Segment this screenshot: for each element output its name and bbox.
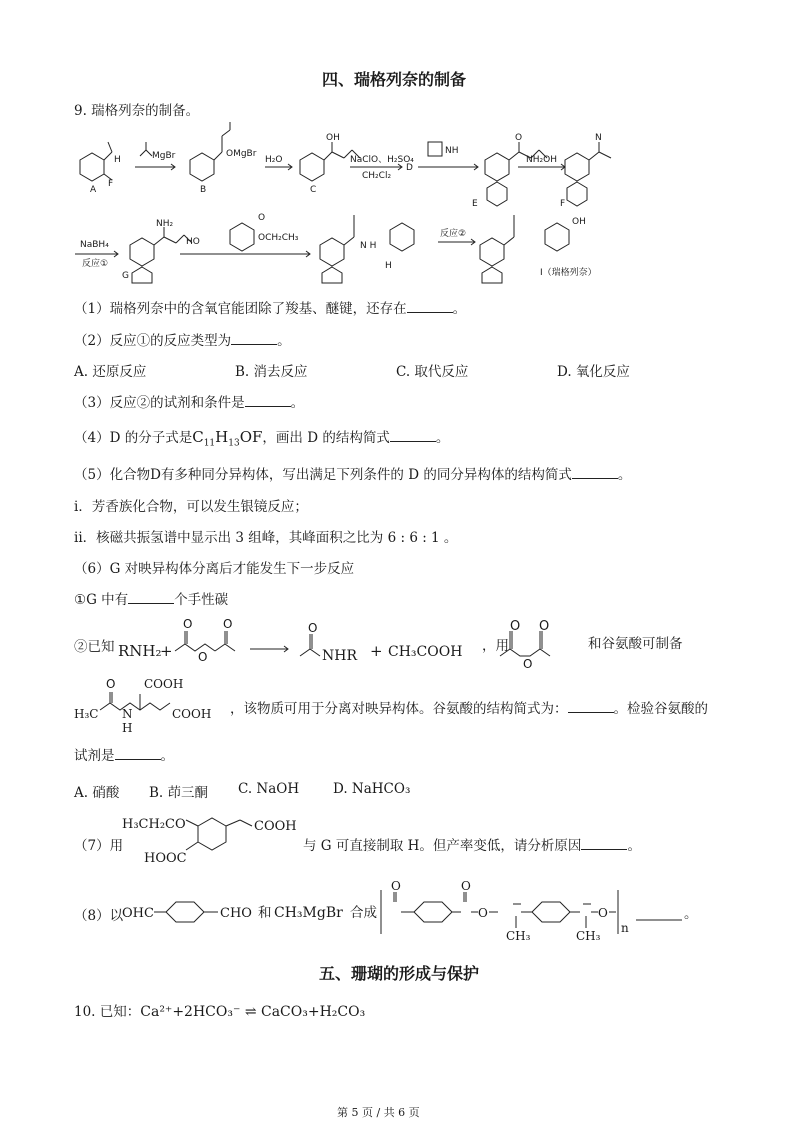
atom-o: O bbox=[198, 650, 208, 664]
sub-question-8-pre: （8）以 bbox=[74, 908, 124, 924]
atom-o: O bbox=[308, 621, 318, 635]
reagent-3a: NaClO、H₂SO₄ bbox=[350, 155, 414, 165]
atom-h: H bbox=[122, 721, 133, 735]
ohc-group: OHC bbox=[122, 906, 154, 921]
atom-n: N bbox=[122, 707, 133, 721]
sub-question-7: 与 G 可直接制取 H。但产率变低，请分析原因 。 bbox=[303, 834, 641, 854]
sub-question-6: （6）G 对映异构体分离后才能发生下一步反应 bbox=[74, 561, 355, 577]
atom-o-e: O bbox=[515, 133, 523, 143]
plus-sign: + bbox=[160, 642, 173, 660]
plus-sign: + bbox=[370, 642, 383, 660]
synth-text: 合成 bbox=[350, 905, 377, 921]
use-label: ，用 bbox=[482, 638, 509, 654]
question-stem: 9. 瑞格列奈的制备。 bbox=[74, 103, 200, 119]
label-a: A bbox=[90, 185, 97, 195]
known-label: ②已知 bbox=[74, 639, 115, 655]
option-b[interactable]: B. 茚三酮 bbox=[149, 785, 209, 801]
cooh-group: COOH bbox=[254, 819, 297, 834]
and-text: 和 bbox=[258, 905, 272, 921]
cooh-end: COOH bbox=[172, 707, 212, 721]
condition-ii: ii．核磁共振氢谱中显示出 3 组峰，其峰面积之比为 6 : 6 : 1 。 bbox=[74, 530, 458, 546]
option-d[interactable]: D. NaHCO₃ bbox=[333, 781, 411, 797]
section-heading: 四、瑞格列奈的制备 bbox=[322, 70, 467, 89]
atom-ooet: OCH₂CH₃ bbox=[258, 233, 299, 243]
atom-o: O bbox=[539, 619, 550, 634]
glutamic-question: ，该物质可用于分离对映异构体。谷氨酸的结构简式为： 。检验谷氨酸的 bbox=[230, 697, 708, 717]
label-b: B bbox=[200, 185, 207, 195]
atom-coh: OH bbox=[572, 217, 586, 227]
anhydride-equation bbox=[170, 616, 730, 676]
acetic-acid-formula: CH₃COOH bbox=[388, 644, 463, 660]
condition-i: i．芳香族化合物，可以发生银镜反应； bbox=[74, 499, 308, 515]
atom-o: O bbox=[478, 906, 488, 920]
degree-n: n bbox=[621, 921, 629, 935]
answer-blank[interactable] bbox=[231, 330, 277, 345]
atom-f: F bbox=[108, 179, 114, 189]
end-mark: 。 bbox=[684, 906, 698, 922]
option-d[interactable]: D. 氧化反应 bbox=[557, 364, 630, 380]
h3c-group: H₃C bbox=[74, 707, 99, 721]
sub-question-6-1: ①G 中有 个手性碳 bbox=[74, 588, 228, 608]
atom-o: O bbox=[598, 906, 608, 920]
reagent-3b: CH₂Cl₂ bbox=[362, 171, 392, 181]
answer-blank[interactable] bbox=[128, 589, 174, 604]
option-a[interactable]: A. 还原反应 bbox=[74, 364, 147, 380]
sub-question-7-pre: （7）用 bbox=[74, 838, 124, 854]
atom-o-h: O bbox=[258, 213, 266, 223]
acetyl-glutamic-structure bbox=[72, 674, 232, 736]
reagent-7: 反应② bbox=[440, 229, 467, 239]
cho-group: CHO bbox=[220, 906, 252, 921]
question-10: 10. 已知：Ca²⁺+2HCO₃⁻ ⇌ CaCO₃+H₂CO₃ bbox=[74, 1004, 366, 1020]
nhr-formula: NHR bbox=[322, 648, 357, 664]
answer-blank[interactable] bbox=[115, 745, 161, 760]
sub-question-2: （2）反应①的反应类型为 。 bbox=[74, 329, 291, 349]
atom-o: O bbox=[391, 879, 401, 893]
answer-blank[interactable] bbox=[390, 427, 436, 442]
answer-blank[interactable] bbox=[581, 835, 627, 850]
reaction-scheme bbox=[60, 120, 620, 285]
sub-question-5: （5）化合物D有多种同分异构体，写出满足下列条件的 D 的同分异构体的结构简式 。 bbox=[74, 463, 631, 483]
answer-blank[interactable] bbox=[572, 464, 618, 479]
atom-nh2: NH₂ bbox=[156, 219, 174, 229]
reagent-question: 试剂是 。 bbox=[74, 744, 174, 764]
reagent-4: NH bbox=[445, 146, 459, 156]
option-c[interactable]: C. NaOH bbox=[238, 781, 300, 797]
reagent-6b: 反应① bbox=[82, 259, 109, 269]
reagent-1: MgBr bbox=[152, 151, 176, 161]
atom-o: O bbox=[510, 619, 521, 634]
benzene-acid-structure bbox=[120, 812, 310, 868]
label-i: I（瑞格列奈） bbox=[540, 268, 597, 278]
answer-blank[interactable] bbox=[568, 698, 614, 713]
atom-h: H bbox=[114, 155, 121, 165]
label-c: C bbox=[310, 185, 317, 195]
label-e: E bbox=[472, 199, 478, 209]
label-d: D bbox=[406, 163, 413, 173]
section-heading: 五、珊瑚的形成与保护 bbox=[319, 964, 480, 983]
answer-blank[interactable] bbox=[407, 298, 453, 313]
atom-oh: OH bbox=[326, 133, 340, 143]
atom-nh: N H bbox=[360, 241, 377, 251]
ch3mgbr-formula: CH₃MgBr bbox=[274, 905, 343, 921]
equilibrium-equation: Ca²⁺+2HCO₃⁻ ⇌ CaCO₃+H₂CO₃ bbox=[140, 1004, 366, 1020]
atom-o: O bbox=[461, 879, 471, 893]
reagent-2: H₂O bbox=[265, 155, 283, 165]
label-g: G bbox=[122, 271, 129, 281]
atom-o: O bbox=[223, 617, 233, 631]
cooh-top: COOH bbox=[144, 677, 184, 691]
reagent-5: NH₂OH bbox=[526, 155, 557, 165]
answer-blank[interactable] bbox=[245, 392, 291, 407]
atom-omgbr: OMgBr bbox=[226, 149, 257, 159]
sub-question-4: （4）D 的分子式是$C_{11}H_{13}OF$，画出 D 的结构简式 。 bbox=[74, 428, 450, 449]
sub-question-1: （1）瑞格列奈中的含氧官能团除了羧基、醚键，还存在 。 bbox=[74, 297, 466, 317]
label-f: F bbox=[560, 199, 566, 209]
atom-n-f: N bbox=[595, 133, 602, 143]
label-h: H bbox=[385, 261, 392, 271]
hooc-group: HOOC bbox=[144, 851, 187, 866]
option-a[interactable]: A. 硝酸 bbox=[74, 785, 120, 801]
page-number: 第 5 页 / 共 6 页 bbox=[337, 1106, 420, 1119]
atom-ho: HO bbox=[186, 237, 200, 247]
sub-question-3: （3）反应②的试剂和条件是 。 bbox=[74, 391, 304, 411]
ethoxy-group: H₃CH₂CO bbox=[122, 817, 186, 832]
ch3-group: CH₃ bbox=[506, 929, 531, 943]
atom-o: O bbox=[183, 617, 193, 631]
rnh2-formula: RNH₂ bbox=[118, 642, 162, 660]
option-b[interactable]: B. 消去反应 bbox=[235, 364, 308, 380]
option-c[interactable]: C. 取代反应 bbox=[396, 364, 469, 380]
synthesis-structures bbox=[118, 876, 718, 946]
ch3-group: CH₃ bbox=[576, 929, 601, 943]
atom-o: O bbox=[106, 677, 116, 691]
after-text: 和谷氨酸可制备 bbox=[588, 636, 683, 652]
reagent-6: NaBH₄ bbox=[80, 240, 109, 250]
atom-o: O bbox=[523, 657, 533, 671]
